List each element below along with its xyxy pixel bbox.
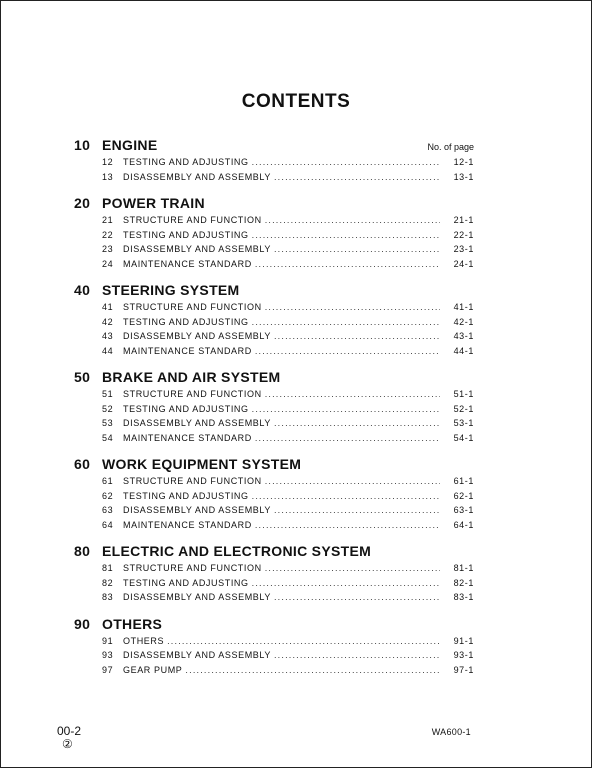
section-number: 50 [74,369,91,385]
dot-leader [252,230,440,240]
entry-number: 64 [102,519,114,530]
dot-leader [255,433,440,443]
toc-entry [74,433,474,448]
section-number: 20 [74,195,91,211]
dot-leader [255,520,440,530]
section-title: POWER TRAIN [102,195,205,211]
entry-number: 23 [102,244,114,254]
toc-section [74,456,474,534]
section-heading [74,369,474,389]
entry-page-number: 51-1 [453,389,474,399]
toc-entry [74,302,474,317]
entry-number: 12 [102,157,114,167]
entry-page-number: 81-1 [453,563,474,573]
toc-entry [74,418,474,433]
dot-leader [274,592,440,602]
section-heading [74,137,474,157]
entry-title: STRUCTURE AND FUNCTION [123,215,262,225]
toc-entry [74,404,474,419]
dot-leader [265,302,440,312]
entry-number: 51 [102,389,114,399]
section-title: OTHERS [102,615,163,632]
entry-number: 41 [102,302,114,312]
entry-page-number: 42-1 [453,316,474,327]
section-title: STEERING SYSTEM [102,282,240,298]
section-number: 10 [74,137,91,153]
entry-number: 52 [102,403,114,414]
entry-number: 53 [102,418,114,428]
dot-leader [252,578,440,588]
toc-entry [74,505,474,520]
toc-section [74,137,474,186]
entry-number: 42 [102,316,114,327]
entry-title: STRUCTURE AND FUNCTION [123,389,262,399]
entry-title: DISASSEMBLY AND ASSEMBLY [123,244,271,254]
entry-page-number: 13-1 [453,171,474,182]
entry-number: 97 [102,664,114,675]
toc-section [74,616,474,680]
toc-section [74,369,474,447]
entry-title: DISASSEMBLY AND ASSEMBLY [123,331,271,341]
entry-number: 54 [102,432,114,443]
entry-number: 62 [102,490,114,501]
section-heading [74,456,474,476]
entry-title: TESTING AND ADJUSTING [123,157,249,167]
entry-number: 93 [102,650,114,660]
toc-entry [74,157,474,172]
dot-leader [252,404,440,414]
entry-page-number: 41-1 [453,302,474,312]
section-heading [74,543,474,563]
dot-leader [265,476,440,486]
entry-title: DISASSEMBLY AND ASSEMBLY [123,650,271,660]
entry-number: 43 [102,331,114,341]
entry-title: TESTING AND ADJUSTING [123,403,249,414]
dot-leader [167,636,440,646]
entry-title: GEAR PUMP [123,664,183,675]
entry-title: MAINTENANCE STANDARD [123,519,252,530]
entry-page-number: 62-1 [453,490,474,501]
entry-number: 13 [102,171,114,182]
section-number: 60 [74,456,91,472]
toc-entry [74,172,474,187]
toc-section [74,282,474,360]
entry-page-number: 97-1 [453,664,474,675]
entry-number: 91 [102,635,114,646]
entry-page-number: 91-1 [453,635,474,646]
entry-number: 82 [102,577,114,588]
entry-number: 61 [102,476,114,486]
toc-entry [74,665,474,680]
toc-entry [74,244,474,259]
entry-number: 21 [102,215,114,225]
entry-page-number: 63-1 [453,505,474,515]
dot-leader [274,331,440,341]
entry-title: MAINTENANCE STANDARD [123,258,252,269]
entry-page-number: 61-1 [453,476,474,486]
section-number: 80 [74,543,91,559]
toc-section [74,543,474,607]
entry-title: STRUCTURE AND FUNCTION [123,476,262,486]
toc-entry [74,230,474,245]
dot-leader [252,157,440,167]
entry-page-number: 83-1 [453,592,474,602]
dot-leader [274,650,440,660]
entry-number: 22 [102,229,114,240]
entry-page-number: 24-1 [453,258,474,269]
dot-leader [255,259,440,269]
entry-page-number: 21-1 [453,215,474,225]
toc-entry [74,491,474,506]
entry-title: MAINTENANCE STANDARD [123,432,252,443]
entry-title: TESTING AND ADJUSTING [123,577,249,588]
toc-entry [74,389,474,404]
toc-entry [74,650,474,665]
toc-entry [74,636,474,651]
entry-page-number: 44-1 [453,345,474,356]
dot-leader [252,491,440,501]
footer-page-block [57,725,81,751]
section-title: WORK EQUIPMENT SYSTEM [102,456,302,472]
entry-title: OTHERS [123,635,165,646]
toc-entry [74,592,474,607]
section-title: BRAKE AND AIR SYSTEM [102,369,281,385]
entry-number: 81 [102,563,114,573]
section-title: ELECTRIC AND ELECTRONIC SYSTEM [102,543,372,559]
entry-page-number: 23-1 [453,244,474,254]
footer-model: WA600-1 [431,727,471,737]
section-title: ENGINE [102,137,158,153]
entry-number: 44 [102,345,114,356]
page-title: CONTENTS [241,91,351,112]
dot-leader [265,563,440,573]
toc-entry [74,215,474,230]
toc-entry [74,520,474,535]
dot-leader [185,665,440,675]
dot-leader [274,244,440,254]
entry-title: DISASSEMBLY AND ASSEMBLY [123,171,271,182]
section-heading [74,282,474,302]
section-heading [74,616,474,636]
dot-leader [274,505,440,515]
entry-page-number: 12-1 [453,157,474,167]
section-number: 90 [74,615,91,632]
dot-leader [265,389,440,399]
entry-title: DISASSEMBLY AND ASSEMBLY [123,418,271,428]
entry-page-number: 64-1 [453,519,474,530]
toc-entry [74,259,474,274]
entry-number: 63 [102,505,114,515]
dot-leader [265,215,440,225]
entry-title: DISASSEMBLY AND ASSEMBLY [123,505,271,515]
dot-leader [274,418,440,428]
dot-leader [252,317,440,327]
toc-entry [74,476,474,491]
entry-page-number: 43-1 [453,331,474,341]
section-number: 40 [74,282,91,298]
entry-title: DISASSEMBLY AND ASSEMBLY [123,592,271,602]
section-heading [74,195,474,215]
toc-entry [74,578,474,593]
entry-title: STRUCTURE AND FUNCTION [123,302,262,312]
entry-number: 24 [102,258,114,269]
entry-title: TESTING AND ADJUSTING [123,229,249,240]
entry-title: STRUCTURE AND FUNCTION [123,563,262,573]
toc-section [74,195,474,273]
entry-page-number: 82-1 [453,577,474,588]
toc-entry [74,563,474,578]
entry-number: 83 [102,592,114,602]
entry-page-number: 54-1 [453,432,474,443]
toc-entry [74,331,474,346]
entry-title: MAINTENANCE STANDARD [123,345,252,356]
entry-page-number: 22-1 [453,229,474,240]
dot-leader [255,346,440,356]
table-of-contents [74,137,474,688]
toc-entry [74,346,474,361]
entry-page-number: 93-1 [453,650,474,660]
entry-title: TESTING AND ADJUSTING [123,490,249,501]
page-column-label: No. of page [427,142,474,152]
footer-page-number: 00-2 [57,724,82,738]
toc-entry [74,317,474,332]
entry-page-number: 52-1 [453,403,474,414]
dot-leader [274,172,440,182]
revision-mark: ② [62,737,73,751]
entry-page-number: 53-1 [453,418,474,428]
entry-title: TESTING AND ADJUSTING [123,316,249,327]
